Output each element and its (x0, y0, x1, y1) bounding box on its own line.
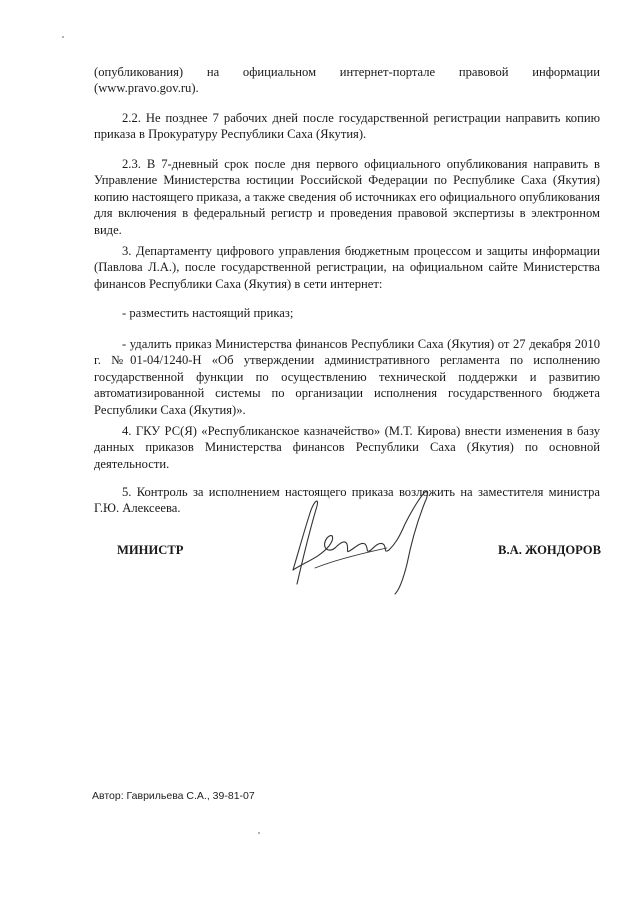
paragraph-3: 3. Департаменту цифрового управления бюджетным процессом и защиты информации (Павлова Л.А.), после государственной регистрации, на официальном сайте Министерства финансов Республики Саха (Якутия) в сети интернет: (94, 244, 600, 291)
paragraph-publication-line1: (опубликования) на официальном интернет-портале правовой информации (94, 65, 600, 79)
paragraph-3-publish-item: - разместить настоящий приказ; (122, 306, 294, 320)
author-line: Автор: Гаврильева С.А., 39-81-07 (92, 790, 255, 802)
paragraph-5: 5. Контроль за исполнением настоящего приказа возложить на заместителя министра Г.Ю. Алексеева. (94, 485, 600, 516)
paragraph-3-delete-item: - удалить приказ Министерства финансов Республики Саха (Якутия) от 27 декабря 2010 г. №01-04/1240-Н «Об утверждении административного регламента по исполнению государственной функции по осуществлению технической поддержки и развитию автоматизированной системы по организации исполнения государственного бюджета Республики Саха (Якутия)». (94, 337, 600, 417)
scan-speck (258, 832, 260, 834)
paragraph-4: 4. ГКУ РС(Я) «Республиканское казначейство» (М.Т. Кирова) внести изменения в базу данных приказов Министерства финансов Республики Саха (Якутия) по основной деятельности. (94, 424, 600, 471)
signatory-name: В.А. ЖОНДОРОВ (498, 543, 601, 557)
position-title: МИНИСТР (117, 543, 184, 557)
scan-speck (62, 36, 64, 38)
paragraph-2-3: 2.3. В 7-дневный срок после дня первого официального опубликования направить в Управление Министерства юстиции Российской Федерации по Республике Саха (Якутия) копию настоящего приказа, а также сведения об источниках его официального опубликования для включения в федеральный регистр и проведения правовой экспертизы в электронном виде. (94, 157, 600, 237)
paragraph-2-2: 2.2. Не позднее 7 рабочих дней после государственной регистрации направить копию приказа в Прокуратуру Республики Саха (Якутия). (94, 111, 600, 142)
paragraph-publication-line2: (www.pravo.gov.ru). (94, 81, 199, 95)
handwritten-signature (275, 488, 455, 598)
